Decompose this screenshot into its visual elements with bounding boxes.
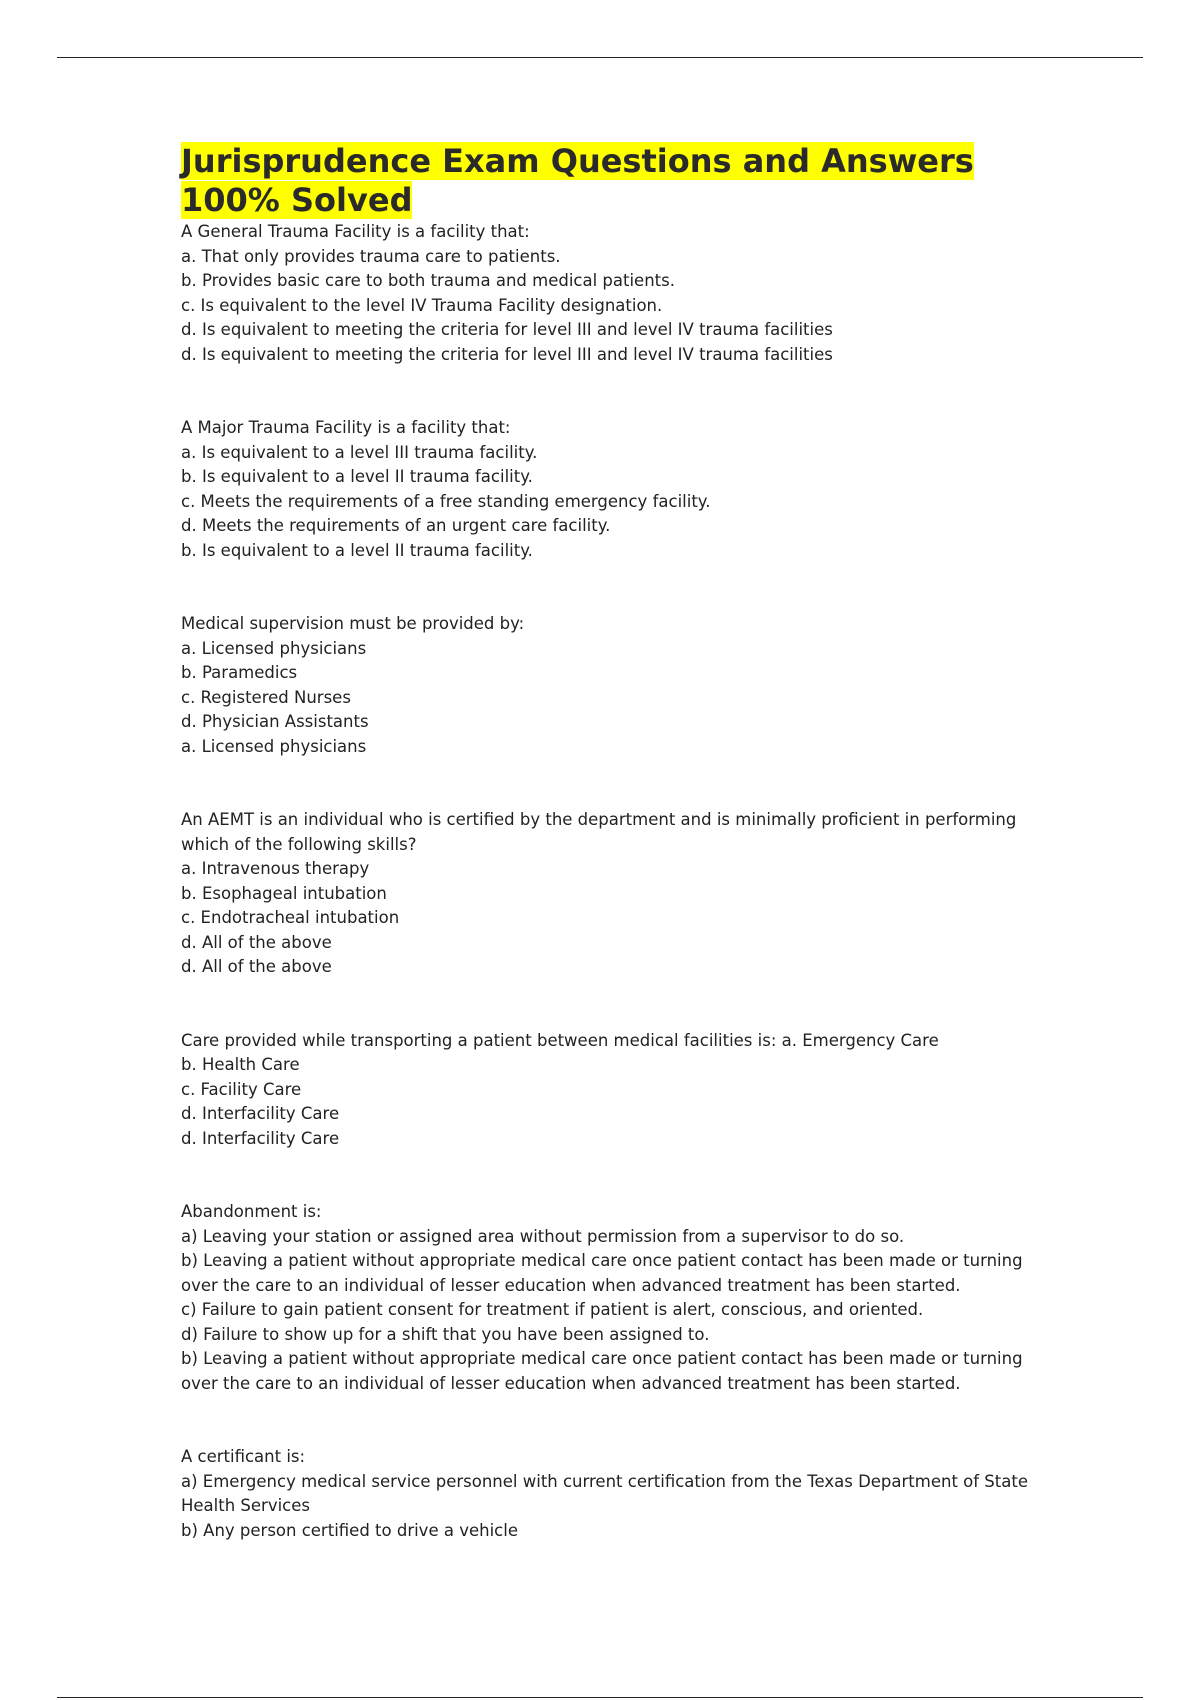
answer-option: c. Is equivalent to the level IV Trauma Facility designation.: [181, 295, 663, 315]
answer-option: d. Interfacility Care: [181, 1104, 340, 1123]
answer-option: a. Is equivalent to a level III trauma facility.: [181, 442, 538, 462]
question-text: An AEMT is an individual who is certified by the department and is minimally proficient in performing which of the following skills?: [181, 810, 1017, 854]
answer-option: c. Meets the requirements of a free standing emergency facility.: [181, 491, 711, 511]
answer-option: b. Provides basic care to both trauma and medical patients.: [181, 271, 675, 290]
question-text: A Major Trauma Facility is a facility that:: [181, 418, 511, 437]
question-text: Medical supervision must be provided by:: [181, 614, 525, 633]
page-bottom-rule: [57, 1697, 1143, 1698]
question-block-5: [181, 1029, 1031, 1152]
answer-option: d. Physician Assistants: [181, 712, 369, 731]
answer-option: b. Is equivalent to a level II trauma facility.: [181, 467, 533, 486]
answer-option: a) Emergency medical service personnel with current certification from the Texas Department of State Health Services: [181, 1471, 1028, 1515]
answer-option: a. Intravenous therapy: [181, 859, 370, 878]
question-text: A certificant is:: [181, 1447, 306, 1466]
answer-option: b. Health Care: [181, 1055, 300, 1074]
correct-answer: d. Interfacility Care: [181, 1128, 340, 1148]
answer-option: b) Any person certified to drive a vehicle: [181, 1520, 518, 1540]
answer-option: b) Leaving a patient without appropriate medical care once patient contact has been made or turning over the care to an individual of lesser education when advanced treatment has been started.: [181, 1251, 1023, 1295]
answer-option: d. All of the above: [181, 932, 332, 952]
question-block-7: [181, 1445, 1031, 1543]
answer-option: d) Failure to show up for a shift that you have been assigned to.: [181, 1324, 710, 1344]
question-block-2: [181, 416, 1031, 563]
answer-option: a) Leaving your station or assigned area without permission from a supervisor to do so.: [181, 1226, 905, 1246]
correct-answer: d. All of the above: [181, 957, 332, 976]
answer-option: d. Meets the requirements of an urgent care facility.: [181, 516, 611, 535]
answer-option: b. Esophageal intubation: [181, 883, 387, 903]
correct-answer: b) Leaving a patient without appropriate medical care once patient contact has been made or turning over the care to an individual of lesser education when advanced treatment has been started.: [181, 1349, 1023, 1393]
document-body: [181, 142, 1031, 1543]
question-text: Abandonment is:: [181, 1202, 322, 1221]
question-text: A General Trauma Facility is a facility that:: [181, 222, 530, 241]
answer-option: a. Licensed physicians: [181, 638, 367, 658]
correct-answer: a. Licensed physicians: [181, 736, 367, 756]
question-text: Care provided while transporting a patient between medical facilities is: a. Emergency Care: [181, 1030, 939, 1050]
answer-option: b. Paramedics: [181, 663, 298, 682]
question-block-1: [181, 220, 1031, 367]
document-title: [181, 142, 1031, 220]
question-block-6: [181, 1200, 1031, 1396]
question-block-3: [181, 612, 1031, 759]
title-line-1: Jurisprudence Exam Questions and Answers: [181, 142, 974, 180]
page-top-rule: [57, 57, 1143, 58]
question-block-4: [181, 808, 1031, 980]
answer-option: c. Registered Nurses: [181, 687, 351, 707]
answer-option: c. Facility Care: [181, 1079, 302, 1099]
correct-answer: d. Is equivalent to meeting the criteria for level III and level IV trauma facilities: [181, 344, 833, 364]
correct-answer: b. Is equivalent to a level II trauma facility.: [181, 540, 533, 560]
title-line-2: 100% Solved: [181, 181, 413, 219]
answer-option: d. Is equivalent to meeting the criteria for level III and level IV trauma facilities: [181, 320, 833, 339]
answer-option: c. Endotracheal intubation: [181, 908, 400, 927]
answer-option: a. That only provides trauma care to patients.: [181, 246, 561, 266]
answer-option: c) Failure to gain patient consent for treatment if patient is alert, conscious, and oriented.: [181, 1300, 924, 1319]
